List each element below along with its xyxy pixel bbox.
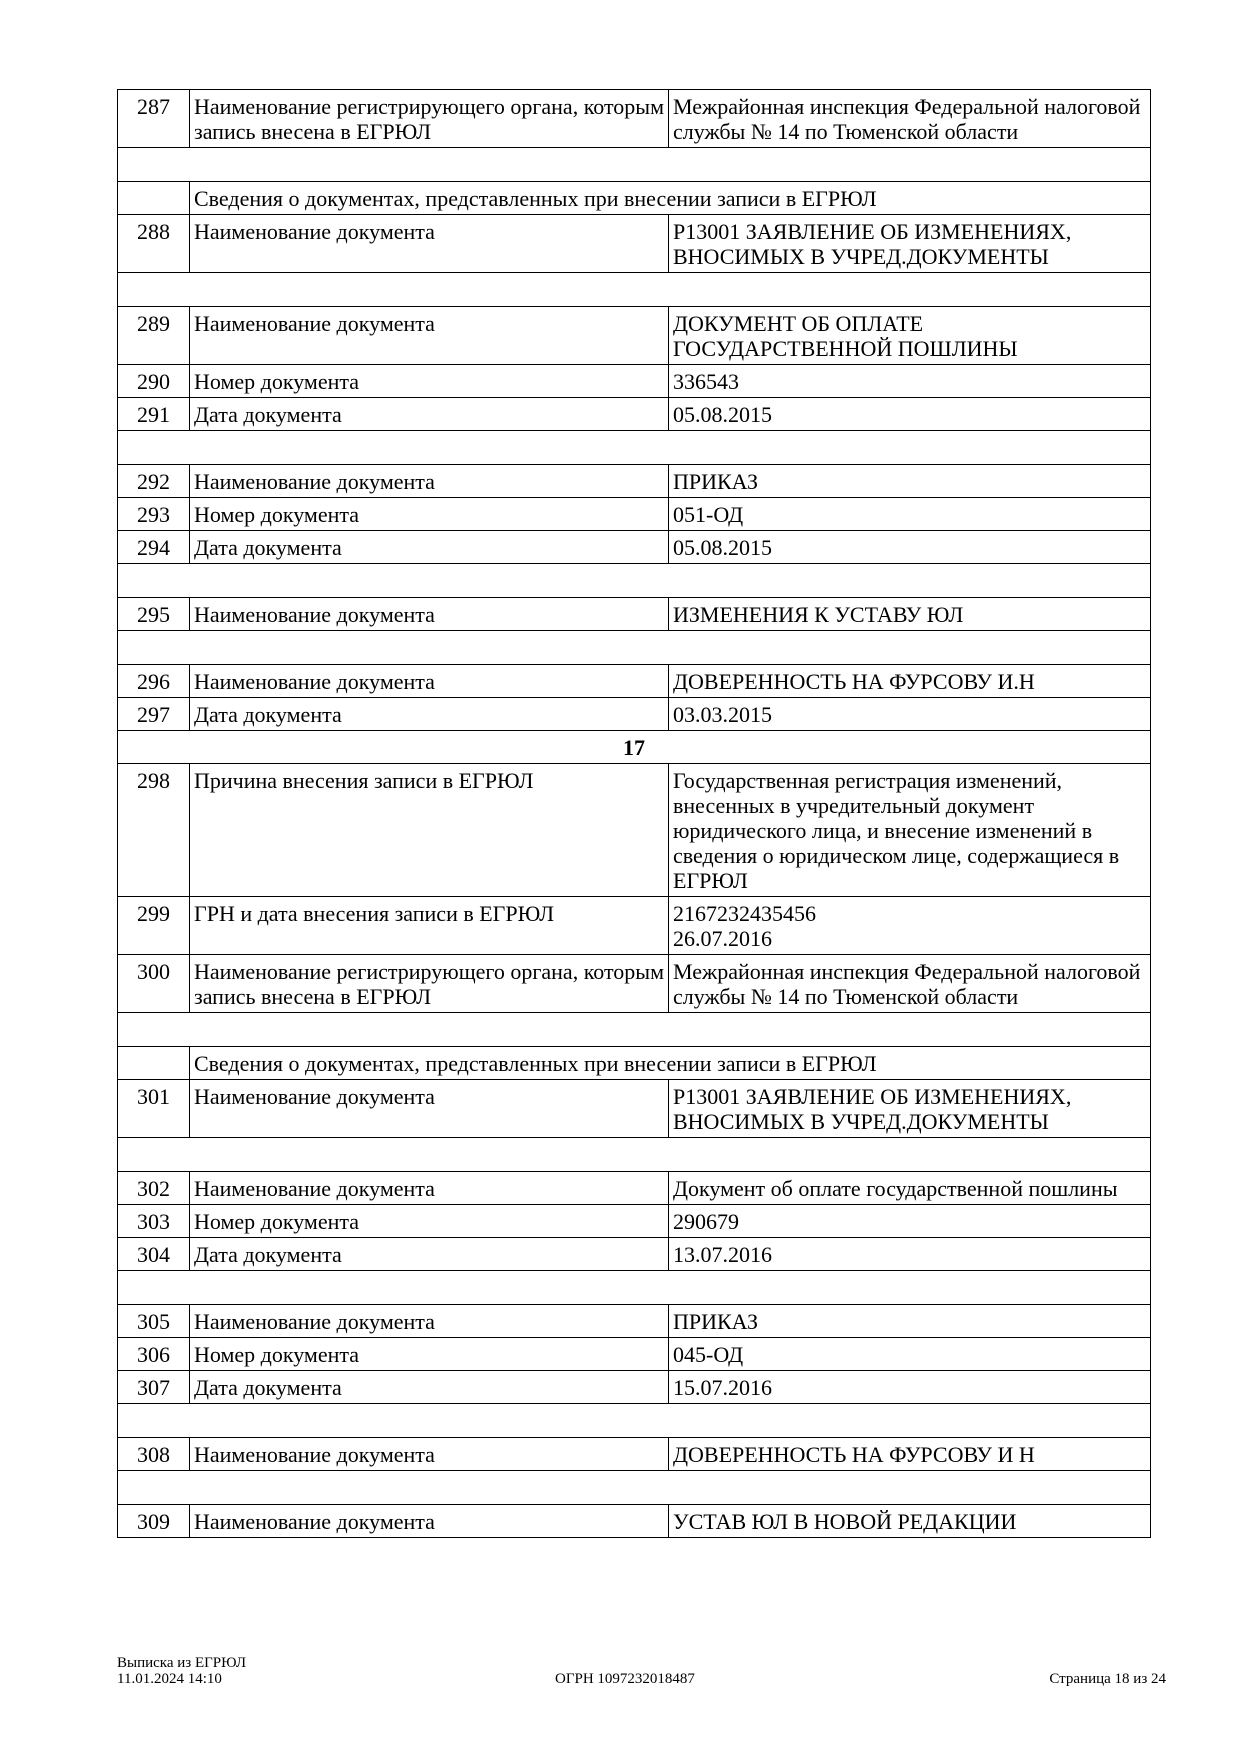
row-value: УСТАВ ЮЛ В НОВОЙ РЕДАКЦИИ <box>669 1505 1151 1538</box>
table-row <box>118 1305 1151 1338</box>
section-empty-cell <box>118 182 190 215</box>
row-label: Наименование документа <box>190 1438 669 1471</box>
row-value: Межрайонная инспекция Федеральной налоговой службы № 14 по Тюменской области <box>669 90 1151 148</box>
row-value: ДОВЕРЕННОСТЬ НА ФУРСОВУ И Н <box>669 1438 1151 1471</box>
row-label: Наименование документа <box>190 665 669 698</box>
table-row <box>118 1505 1151 1538</box>
row-value: 2167232435456 26.07.2016 <box>669 897 1151 955</box>
section-header-row <box>118 1047 1151 1080</box>
row-value: 290679 <box>669 1205 1151 1238</box>
row-number: 294 <box>118 531 190 564</box>
row-number: 287 <box>118 90 190 148</box>
row-number: 306 <box>118 1338 190 1371</box>
table-row <box>118 1238 1151 1271</box>
table-row <box>118 1080 1151 1138</box>
row-value: Межрайонная инспекция Федеральной налоговой службы № 14 по Тюменской области <box>669 955 1151 1013</box>
row-label: Наименование регистрирующего органа, которым запись внесена в ЕГРЮЛ <box>190 955 669 1013</box>
spacer-row <box>118 1471 1151 1505</box>
spacer-row <box>118 631 1151 665</box>
spacer-cell <box>118 1271 1151 1305</box>
spacer-row <box>118 564 1151 598</box>
row-number: 296 <box>118 665 190 698</box>
row-number: 293 <box>118 498 190 531</box>
row-value: 05.08.2015 <box>669 531 1151 564</box>
row-number: 291 <box>118 398 190 431</box>
row-label: Наименование документа <box>190 598 669 631</box>
row-number: 300 <box>118 955 190 1013</box>
table-row <box>118 1438 1151 1471</box>
spacer-row <box>118 1013 1151 1047</box>
row-number: 290 <box>118 365 190 398</box>
spacer-row <box>118 1138 1151 1172</box>
spacer-cell <box>118 1138 1151 1172</box>
row-number: 307 <box>118 1371 190 1404</box>
row-number: 303 <box>118 1205 190 1238</box>
egrul-extract-table <box>117 89 1151 1538</box>
section-header-row <box>118 182 1151 215</box>
row-label: Номер документа <box>190 365 669 398</box>
table-row <box>118 215 1151 273</box>
row-number: 288 <box>118 215 190 273</box>
row-number: 299 <box>118 897 190 955</box>
table-row <box>118 90 1151 148</box>
spacer-cell <box>118 431 1151 465</box>
spacer-cell <box>118 1013 1151 1047</box>
spacer-cell <box>118 631 1151 665</box>
row-label: Наименование документа <box>190 1305 669 1338</box>
table-row <box>118 398 1151 431</box>
record-number: 17 <box>118 731 1151 764</box>
row-value: 336543 <box>669 365 1151 398</box>
row-number: 297 <box>118 698 190 731</box>
spacer-cell <box>118 1404 1151 1438</box>
row-label: Наименование документа <box>190 465 669 498</box>
footer-datetime: 11.01.2024 14:10 <box>117 1671 222 1687</box>
row-label: Наименование документа <box>190 1172 669 1205</box>
row-number: 298 <box>118 764 190 897</box>
row-value: ИЗМЕНЕНИЯ К УСТАВУ ЮЛ <box>669 598 1151 631</box>
row-number: 292 <box>118 465 190 498</box>
table-row <box>118 531 1151 564</box>
row-value: 05.08.2015 <box>669 398 1151 431</box>
row-value: ДОКУМЕНТ ОБ ОПЛАТЕ ГОСУДАРСТВЕННОЙ ПОШЛИНЫ <box>669 307 1151 365</box>
footer-title: Выписка из ЕГРЮЛ <box>117 1655 246 1671</box>
row-number: 295 <box>118 598 190 631</box>
table-row <box>118 665 1151 698</box>
table-row <box>118 1371 1151 1404</box>
row-value: 051-ОД <box>669 498 1151 531</box>
section-title: Сведения о документах, представленных при внесении записи в ЕГРЮЛ <box>190 1047 1151 1080</box>
row-number: 309 <box>118 1505 190 1538</box>
footer-ogrn: ОГРН 1097232018487 <box>555 1671 695 1687</box>
table-row <box>118 1172 1151 1205</box>
table-row <box>118 764 1151 897</box>
row-number: 289 <box>118 307 190 365</box>
row-value: 045-ОД <box>669 1338 1151 1371</box>
section-empty-cell <box>118 1047 190 1080</box>
spacer-row <box>118 148 1151 182</box>
row-label: Наименование документа <box>190 215 669 273</box>
row-value: Документ об оплате государственной пошлины <box>669 1172 1151 1205</box>
footer-left <box>117 1655 246 1687</box>
row-value: Государственная регистрация изменений, внесенных в учредительный документ юридического лица, и внесение изменений в сведения о юридическом лице, содержащиеся в ЕГРЮЛ <box>669 764 1151 897</box>
spacer-row <box>118 273 1151 307</box>
row-value: ДОВЕРЕННОСТЬ НА ФУРСОВУ И.Н <box>669 665 1151 698</box>
row-number: 301 <box>118 1080 190 1138</box>
spacer-row <box>118 431 1151 465</box>
row-number: 302 <box>118 1172 190 1205</box>
footer-page-number: Страница 18 из 24 <box>1049 1671 1166 1687</box>
table-row <box>118 1338 1151 1371</box>
row-label: Дата документа <box>190 1371 669 1404</box>
row-label: Наименование регистрирующего органа, которым запись внесена в ЕГРЮЛ <box>190 90 669 148</box>
row-label: Наименование документа <box>190 1080 669 1138</box>
section-title: Сведения о документах, представленных при внесении записи в ЕГРЮЛ <box>190 182 1151 215</box>
spacer-cell <box>118 273 1151 307</box>
row-label: Дата документа <box>190 398 669 431</box>
table-row <box>118 897 1151 955</box>
table-row <box>118 698 1151 731</box>
row-value: 15.07.2016 <box>669 1371 1151 1404</box>
spacer-row <box>118 1404 1151 1438</box>
row-label: Номер документа <box>190 1338 669 1371</box>
row-label: Номер документа <box>190 1205 669 1238</box>
row-label: Наименование документа <box>190 307 669 365</box>
row-label: Наименование документа <box>190 1505 669 1538</box>
spacer-cell <box>118 1471 1151 1505</box>
row-number: 308 <box>118 1438 190 1471</box>
table-row <box>118 465 1151 498</box>
row-label: Дата документа <box>190 531 669 564</box>
row-label: Причина внесения записи в ЕГРЮЛ <box>190 764 669 897</box>
row-number: 305 <box>118 1305 190 1338</box>
row-label: Дата документа <box>190 698 669 731</box>
table-row <box>118 498 1151 531</box>
table-row <box>118 307 1151 365</box>
table-row <box>118 598 1151 631</box>
spacer-row <box>118 1271 1151 1305</box>
table-row <box>118 1205 1151 1238</box>
row-label: Номер документа <box>190 498 669 531</box>
row-value: 13.07.2016 <box>669 1238 1151 1271</box>
row-value: 03.03.2015 <box>669 698 1151 731</box>
table-row <box>118 955 1151 1013</box>
row-label: Дата документа <box>190 1238 669 1271</box>
table-row <box>118 365 1151 398</box>
row-value: Р13001 ЗАЯВЛЕНИЕ ОБ ИЗМЕНЕНИЯХ, ВНОСИМЫХ В УЧРЕД.ДОКУМЕНТЫ <box>669 215 1151 273</box>
row-number: 304 <box>118 1238 190 1271</box>
row-value: Р13001 ЗАЯВЛЕНИЕ ОБ ИЗМЕНЕНИЯХ, ВНОСИМЫХ В УЧРЕД.ДОКУМЕНТЫ <box>669 1080 1151 1138</box>
spacer-cell <box>118 148 1151 182</box>
record-number-row <box>118 731 1151 764</box>
row-value: ПРИКАЗ <box>669 465 1151 498</box>
spacer-cell <box>118 564 1151 598</box>
row-label: ГРН и дата внесения записи в ЕГРЮЛ <box>190 897 669 955</box>
row-value: ПРИКАЗ <box>669 1305 1151 1338</box>
